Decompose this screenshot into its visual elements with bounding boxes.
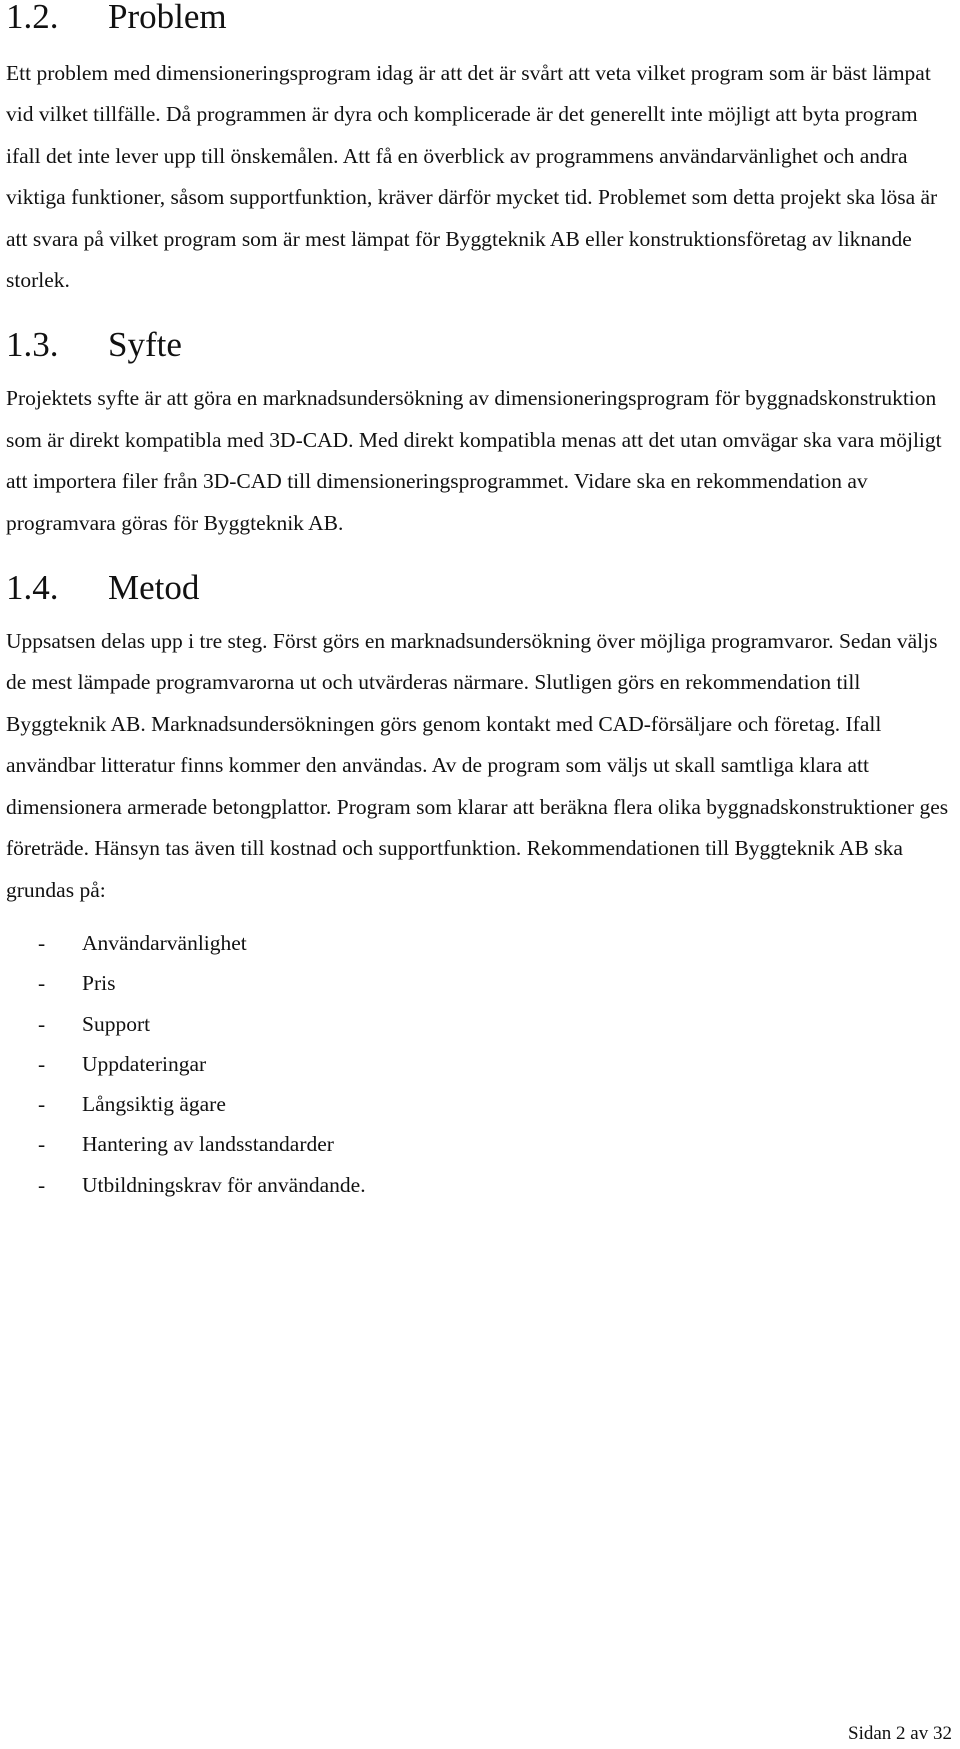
- list-bullet: -: [38, 930, 46, 955]
- list-item: [6, 923, 956, 963]
- list-item-text: Utbildningskrav för användande.: [82, 1172, 366, 1197]
- section-paragraph-syfte: Projektets syfte är att göra en marknadsundersökning av dimensioneringsprogram för byggnadskonstruktion som är direkt kompatibla med 3D-CAD. Med direkt kompatibla menas att det utan omvägar ska vara möjligt att importera filer från 3D-CAD till dimensioneringsprogrammet. Vidare ska en rekommendation av programvara göras för Byggteknik AB.: [6, 386, 942, 535]
- list-item-text: Användarvänlighet: [82, 930, 247, 955]
- list-bullet: -: [38, 971, 46, 996]
- list-item-text: Långsiktig ägare: [82, 1092, 226, 1117]
- list-item-text: Hantering av landsstandarder: [82, 1132, 334, 1157]
- list-bullet: -: [38, 1092, 46, 1117]
- section-paragraph-problem: Ett problem med dimensioneringsprogram idag är att det är svårt att veta vilket program som är bäst lämpat vid vilket tillfälle. Då programmen är dyra och komplicerade är det generellt inte möjligt att byta program ifall det inte lever upp till önskemålen. Att få en överblick av programmens användarvänlighet och andra viktiga funktioner, såsom supportfunktion, kräver därför mycket tid. Problemet som detta projekt ska lösa är att svara på vilket program som är mest lämpat för Byggteknik AB eller konstruktionsföretag av liknande storlek.: [6, 61, 938, 293]
- list-bullet: -: [38, 1051, 46, 1076]
- list-item: [6, 1044, 956, 1084]
- section-problem: [6, 0, 956, 301]
- section-number: 1.4.: [6, 568, 59, 608]
- section-metod: [6, 568, 956, 1205]
- section-heading-problem: [6, 0, 956, 38]
- list-bullet: -: [38, 1132, 46, 1157]
- section-syfte: [6, 325, 956, 544]
- list-item-text: Uppdateringar: [82, 1051, 207, 1076]
- page-content: [6, 0, 956, 1205]
- criteria-list: [6, 923, 956, 1205]
- list-item-text: Support: [82, 1011, 151, 1036]
- section-heading-metod: [6, 568, 956, 609]
- list-item: [6, 1004, 956, 1044]
- section-number: 1.3.: [6, 325, 59, 365]
- page-number: Sidan 2 av 32: [848, 1723, 952, 1744]
- section-title: Problem: [108, 0, 227, 36]
- section-heading-syfte: [6, 325, 956, 366]
- section-number: 1.2.: [6, 0, 59, 36]
- list-item: [6, 1124, 956, 1164]
- list-bullet: -: [38, 1172, 46, 1197]
- list-item-text: Pris: [82, 971, 116, 996]
- list-item: [6, 1165, 956, 1205]
- list-item: [6, 963, 956, 1003]
- list-item: [6, 1084, 956, 1124]
- list-bullet: -: [38, 1011, 46, 1036]
- section-title: Syfte: [108, 325, 182, 365]
- section-title: Metod: [108, 568, 200, 608]
- section-paragraph-metod: Uppsatsen delas upp i tre steg. Först görs en marknadsundersökning över möjliga programvaror. Sedan väljs de mest lämpade programvarorna ut och utvärderas närmare. Slutligen görs en rekommendation till Byggteknik AB. Marknadsundersökningen görs genom kontakt med CAD-försäljare och företag. Ifall användbar litteratur finns kommer den användas. Av de program som väljs ut skall samtliga klara att dimensionera armerade betongplattor. Program som klarar att beräkna flera olika byggnadskonstruktioner ges företräde. Hänsyn tas även till kostnad och supportfunktion. Rekommendationen till Byggteknik AB ska grundas på:: [6, 629, 949, 902]
